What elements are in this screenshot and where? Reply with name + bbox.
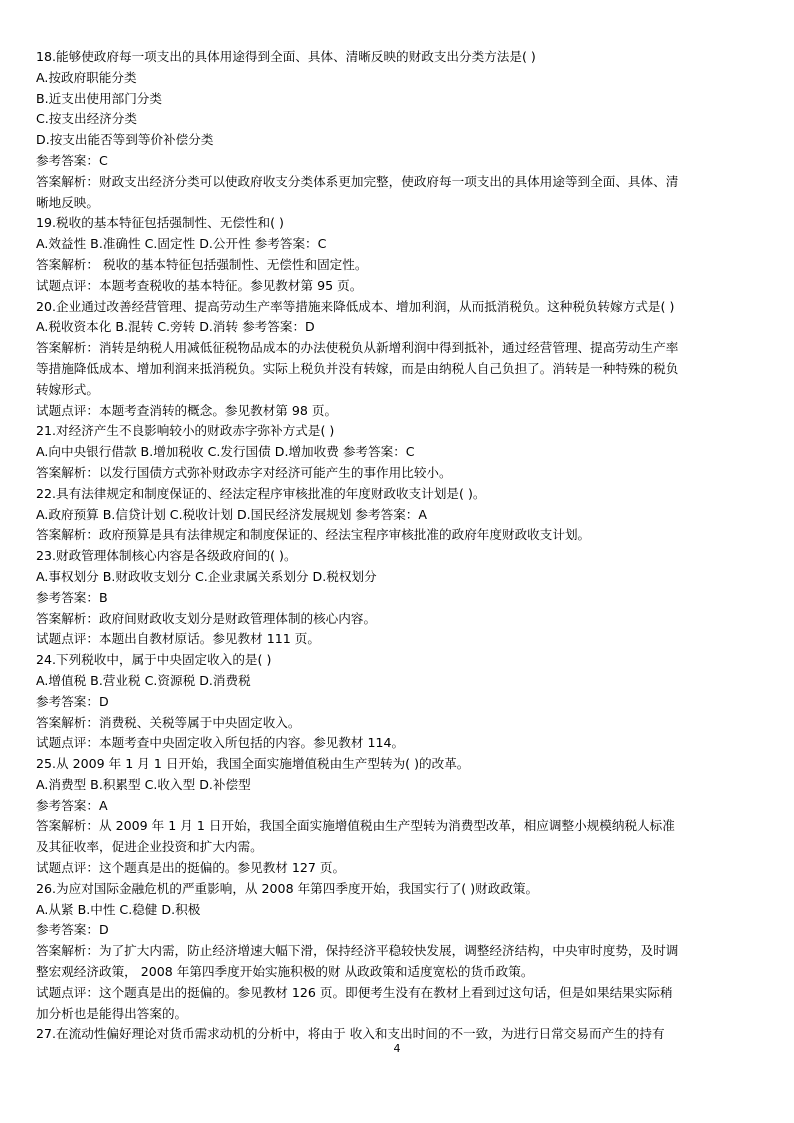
text-line: 24.下列税收中，属于中央固定收入的是( ) — [36, 652, 272, 668]
text-line: 23.财政管理体制核心内容是各级政府间的( )。 — [36, 548, 297, 564]
text-line: 参考答案：D — [36, 693, 109, 709]
text-line: 加分析也是能得出答案的。 — [36, 1005, 188, 1021]
text-line: 答案解析：政府间财政收支划分是财政管理体制的核心内容。 — [36, 610, 377, 626]
text-line: 试题点评：这个题真是出的挺偏的。参见教材 127 页。 — [36, 860, 346, 876]
text-line: 参考答案：B — [36, 589, 108, 605]
text-line: A.从紧 B.中性 C.稳健 D.积极 — [36, 901, 201, 917]
text-line: 参考答案：D — [36, 922, 109, 938]
text-line: 整宏观经济政策， 2008 年第四季度开始实施积极的财 从政政策和适度宽松的货币政策。 — [36, 964, 534, 980]
text-line: A.向中央银行借款 B.增加税收 C.发行国债 D.增加收费 参考答案：C — [36, 444, 415, 460]
text-line: 试题点评：本题考查消转的概念。参见教材第 98 页。 — [36, 402, 338, 418]
text-line: A.增值税 B.营业税 C.资源税 D.消费税 — [36, 672, 251, 688]
text-line: A.事权划分 B.财政收支划分 C.企业隶属关系划分 D.税权划分 — [36, 568, 377, 584]
text-line: 答案解析：政府预算是具有法律规定和制度保证的、经法宝程序审核批准的政府年度财政收支计划。 — [36, 527, 591, 543]
text-line: 参考答案：A — [36, 797, 108, 813]
text-line: 答案解析： 税收的基本特征包括强制性、无偿性和固定性。 — [36, 256, 368, 272]
text-line: 试题点评：本题出自教材原话。参见教材 111 页。 — [36, 631, 320, 647]
text-line: 27.在流动性偏好理论对货币需求动机的分析中，将由于 收入和支出时间的不一致，为进行日常交易而产生的持有 — [36, 1026, 665, 1042]
text-line: 答案解析：为了扩大内需，防止经济增速大幅下滑，保持经济平稳较快发展，调整经济结构，中央审时度势，及时调 — [36, 943, 679, 959]
text-line: 22.具有法律规定和制度保证的、经法定程序审核批准的年度财政收支计划是( )。 — [36, 485, 486, 501]
text-line: 等措施降低成本、增加利润来抵消税负。实际上税负并没有转嫁，而是由纳税人自己负担了。消转是一种特殊的税负 — [36, 360, 679, 376]
text-line: 试题点评：这个题真是出的挺偏的。参见教材 126 页。即便考生没有在教材上看到过这句话，但是如果结果实际稍 — [36, 984, 673, 1000]
text-line: 答案解析：从 2009 年 1 月 1 日开始，我国全面实施增值税由生产型转为消费型改革，相应调整小规模纳税人标准 — [36, 818, 675, 834]
text-line: A.政府预算 B.信贷计划 C.税收计划 D.国民经济发展规划 参考答案：A — [36, 506, 428, 522]
text-line: 试题点评：本题考查税收的基本特征。参见教材第 95 页。 — [36, 277, 363, 293]
text-line: A.税收资本化 B.混转 C.旁转 D.消转 参考答案：D — [36, 319, 315, 335]
text-line: D.按支出能否等到等价补偿分类 — [36, 132, 214, 148]
text-line: 参考答案：C — [36, 152, 108, 168]
page-number: 4 — [393, 1042, 401, 1055]
text-line: A.消费型 B.积累型 C.收入型 D.补偿型 — [36, 776, 251, 792]
text-line: 晰地反映。 — [36, 194, 99, 210]
text-line: 21.对经济产生不良影响较小的财政赤字弥补方式是( ) — [36, 423, 335, 439]
text-line: 19.税收的基本特征包括强制性、无偿性和( ) — [36, 215, 284, 231]
text-line: 20.企业通过改善经营管理、提高劳动生产率等措施来降低成本、增加利润，从而抵消税负。这种税负转嫁方式是( ) — [36, 298, 675, 314]
text-line: 试题点评：本题考查中央固定收入所包括的内容。参见教材 114。 — [36, 735, 405, 751]
text-line: 答案解析：消费税、关税等属于中央固定收入。 — [36, 714, 301, 730]
text-line: A.效益性 B.准确性 C.固定性 D.公开性 参考答案：C — [36, 236, 327, 252]
question-text-block — [36, 47, 762, 1045]
text-line: 25.从 2009 年 1 月 1 日开始，我国全面实施增值税由生产型转为( )的改革。 — [36, 756, 470, 772]
text-line: 答案解析：财政支出经济分类可以使政府收支分类体系更加完整，使政府每一项支出的具体用途等到全面、具体、清 — [36, 173, 679, 189]
text-line: 答案解析：消转是纳税人用减低征税物品成本的办法使税负从新增利润中得到抵补，通过经营管理、提高劳动生产率 — [36, 340, 679, 356]
text-line: 18.能够使政府每一项支出的具体用途得到全面、具体、清晰反映的财政支出分类方法是( ) — [36, 49, 536, 64]
text-line: 及其征收率，促进企业投资和扩大内需。 — [36, 839, 263, 855]
text-line: B.近支出使用部门分类 — [36, 90, 162, 106]
text-line: C.按支出经济分类 — [36, 111, 137, 127]
text-line: 26.为应对国际金融危机的严重影响，从 2008 年第四季度开始，我国实行了( )财政政策。 — [36, 880, 539, 896]
text-line: 答案解析：以发行国债方式弥补财政赤字对经济可能产生的事作用比较小。 — [36, 464, 452, 480]
text-line: 转嫁形式。 — [36, 381, 99, 397]
text-line: A.按政府职能分类 — [36, 69, 137, 85]
